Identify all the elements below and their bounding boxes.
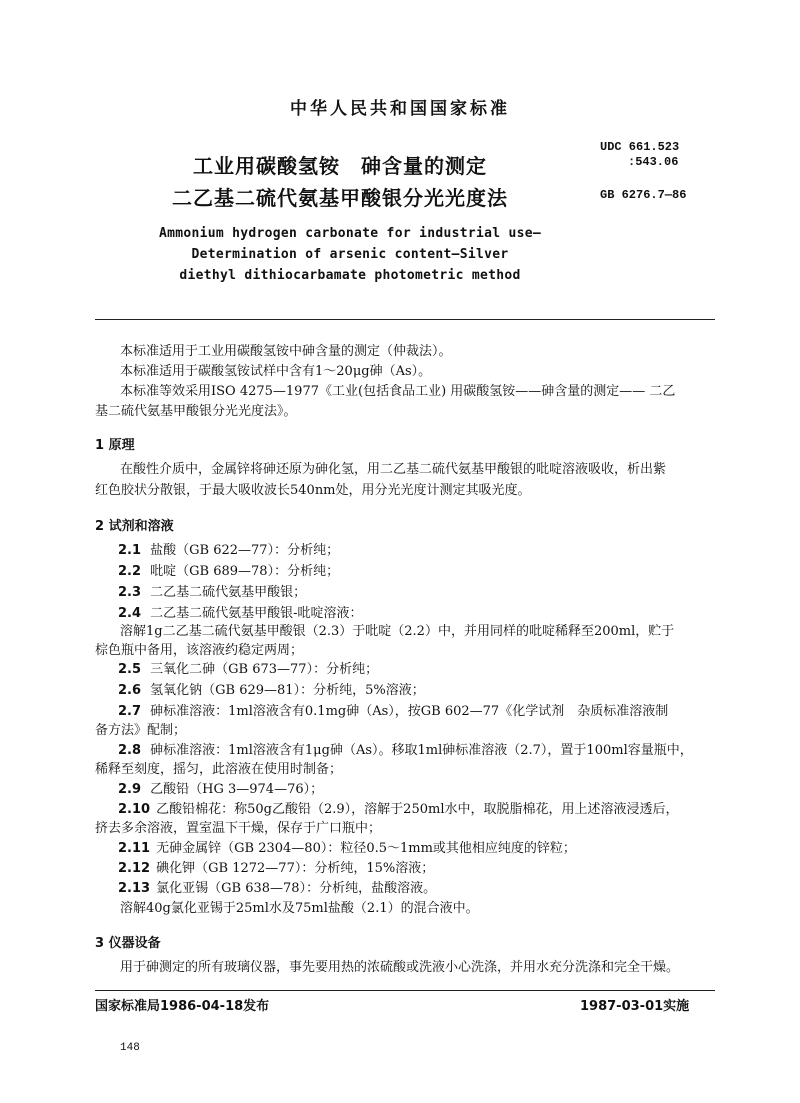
title-en-line1: Ammonium hydrogen carbonate for industrial use—: [159, 226, 541, 241]
section-1-text-cont: 红色胶状分散银，于最大吸收波长540nm处，用分光光度计测定其吸光度。: [95, 483, 531, 498]
list-item: [118, 661, 378, 679]
issue-date: 国家标准局1986-04-18发布: [95, 999, 270, 1014]
list-item: [118, 781, 323, 799]
header-divider: [95, 319, 715, 320]
item-text: 无砷金属锌（GB 2304—80）：粒径0.5～1mm或其他相应纯度的锌粒；: [156, 841, 576, 856]
list-item: [118, 801, 678, 819]
footer-divider: [95, 990, 715, 991]
list-item: [118, 605, 363, 623]
item-text: 碘化钾（GB 1272—77）：分析纯，15%溶液；: [156, 861, 435, 876]
item-text: 盐酸（GB 622—77）：分析纯；: [150, 543, 340, 558]
section-3-heading: 3 仪器设备: [95, 936, 161, 951]
title-en-line3: diethyl dithiocarbamate photometric method: [179, 268, 521, 283]
item-number: 2.2: [118, 564, 142, 579]
item-text: 砷标准溶液：1ml溶液含有0.1mg砷（As），按GB 602—77《化学试剂 杂质标准溶液制: [150, 704, 669, 719]
intro-paragraph-3: 本标准等效采用ISO 4275—1977《工业(包括食品工业) 用碳酸氢铵——砷含量的测定—— 二乙: [120, 384, 676, 399]
list-item: [118, 703, 668, 721]
section-2-heading: 2 试剂和溶液: [95, 519, 174, 534]
udc-code: UDC 661.523: [600, 140, 680, 154]
item-number: 2.1: [118, 543, 142, 558]
item-number: 2.9: [118, 782, 142, 797]
item-text: 二乙基二硫代氨基甲酸银-吡啶溶液：: [150, 606, 363, 621]
list-item: [118, 682, 425, 700]
title-cn-line1: 工业用碳酸氢铵 砷含量的测定: [193, 154, 487, 178]
intro-paragraph-3-cont: 基二硫代氨基甲酸银分光光度法》。: [95, 404, 297, 419]
item-text: 二乙基二硫代氨基甲酸银；: [150, 585, 307, 600]
section-1-text: 在酸性介质中，金属锌将砷还原为砷化氢，用二乙基二硫代氨基甲酸银的吡啶溶液吸收，析出紫: [120, 462, 667, 477]
item-text: 氯化亚锡（GB 638—78）：分析纯，盐酸溶液。: [156, 881, 437, 896]
item-text: 氢氧化钠（GB 629—81）：分析纯，5%溶液；: [150, 683, 425, 698]
title-en-line2: Determination of arsenic content—Silver: [191, 247, 509, 262]
item-2-8-cont: 稀释至刻度，摇匀，此溶液在使用时制备；: [95, 762, 343, 777]
item-number: 2.5: [118, 662, 142, 677]
item-number: 2.3: [118, 585, 142, 600]
list-item: [118, 563, 339, 581]
item-2-4-detail-cont: 棕色瓶中备用，该溶液约稳定两周；: [95, 643, 304, 658]
gb-number: GB 6276.7—86: [600, 188, 687, 202]
list-item: [118, 880, 436, 898]
item-2-4-detail: 溶解1g二乙基二硫代氨基甲酸银（2.3）于吡啶（2.2）中，并用同样的吡啶稀释至200ml，贮于: [120, 624, 675, 639]
intro-paragraph-1: 本标准适用于工业用碳酸氢铵中砷含量的测定（仲裁法）。: [120, 344, 452, 359]
item-text: 三氧化二砷（GB 673—77）：分析纯；: [150, 662, 379, 677]
item-number: 2.12: [118, 861, 151, 876]
udc-code-sub: :543.06: [628, 155, 679, 169]
list-item: [118, 542, 339, 560]
item-2-10-cont: 挤去多余溶液，置室温下干燥，保存于广口瓶中；: [95, 821, 382, 836]
item-number: 2.7: [118, 704, 142, 719]
section-1-heading: 1 原理: [95, 438, 135, 453]
item-number: 2.13: [118, 881, 151, 896]
section-3-text: 用于砷测定的所有玻璃仪器，事先要用热的浓硫酸或洗液小心洗涤，并用水充分洗涤和完全干燥。: [120, 960, 680, 975]
item-number: 2.10: [118, 802, 151, 817]
item-number: 2.11: [118, 841, 151, 856]
title-cn-line2: 二乙基二硫代氨基甲酸银分光光度法: [172, 186, 508, 210]
item-text: 砷标准溶液：1ml溶液含有1μg砷（As）。移取1ml砷标准溶液（2.7），置于100ml容量瓶中，: [150, 743, 693, 758]
item-2-13-detail: 溶解40g氯化亚锡于25ml水及75ml盐酸（2.1）的混合液中。: [120, 901, 479, 916]
list-item: [118, 840, 576, 858]
item-text: 吡啶（GB 689—78）：分析纯；: [150, 564, 340, 579]
effective-date: 1987-03-01实施: [580, 999, 690, 1014]
list-item: [118, 860, 434, 878]
item-text: 乙酸铅（HG 3—974—76）；: [150, 782, 324, 797]
item-number: 2.8: [118, 743, 142, 758]
item-2-7-cont: 备方法》配制；: [95, 723, 187, 738]
page-number: 148: [120, 1042, 140, 1054]
item-number: 2.4: [118, 606, 142, 621]
national-standard-label: 中华人民共和国国家标准: [290, 99, 510, 119]
list-item: [118, 584, 306, 602]
item-number: 2.6: [118, 683, 142, 698]
intro-paragraph-2: 本标准适用于碳酸氢铵试样中含有1～20μg砷（As）。: [120, 364, 432, 379]
list-item: [118, 742, 693, 760]
item-text: 乙酸铅棉花：称50g乙酸铅（2.9），溶解于250ml水中，取脱脂棉花，用上述溶液浸透后，: [156, 802, 679, 817]
